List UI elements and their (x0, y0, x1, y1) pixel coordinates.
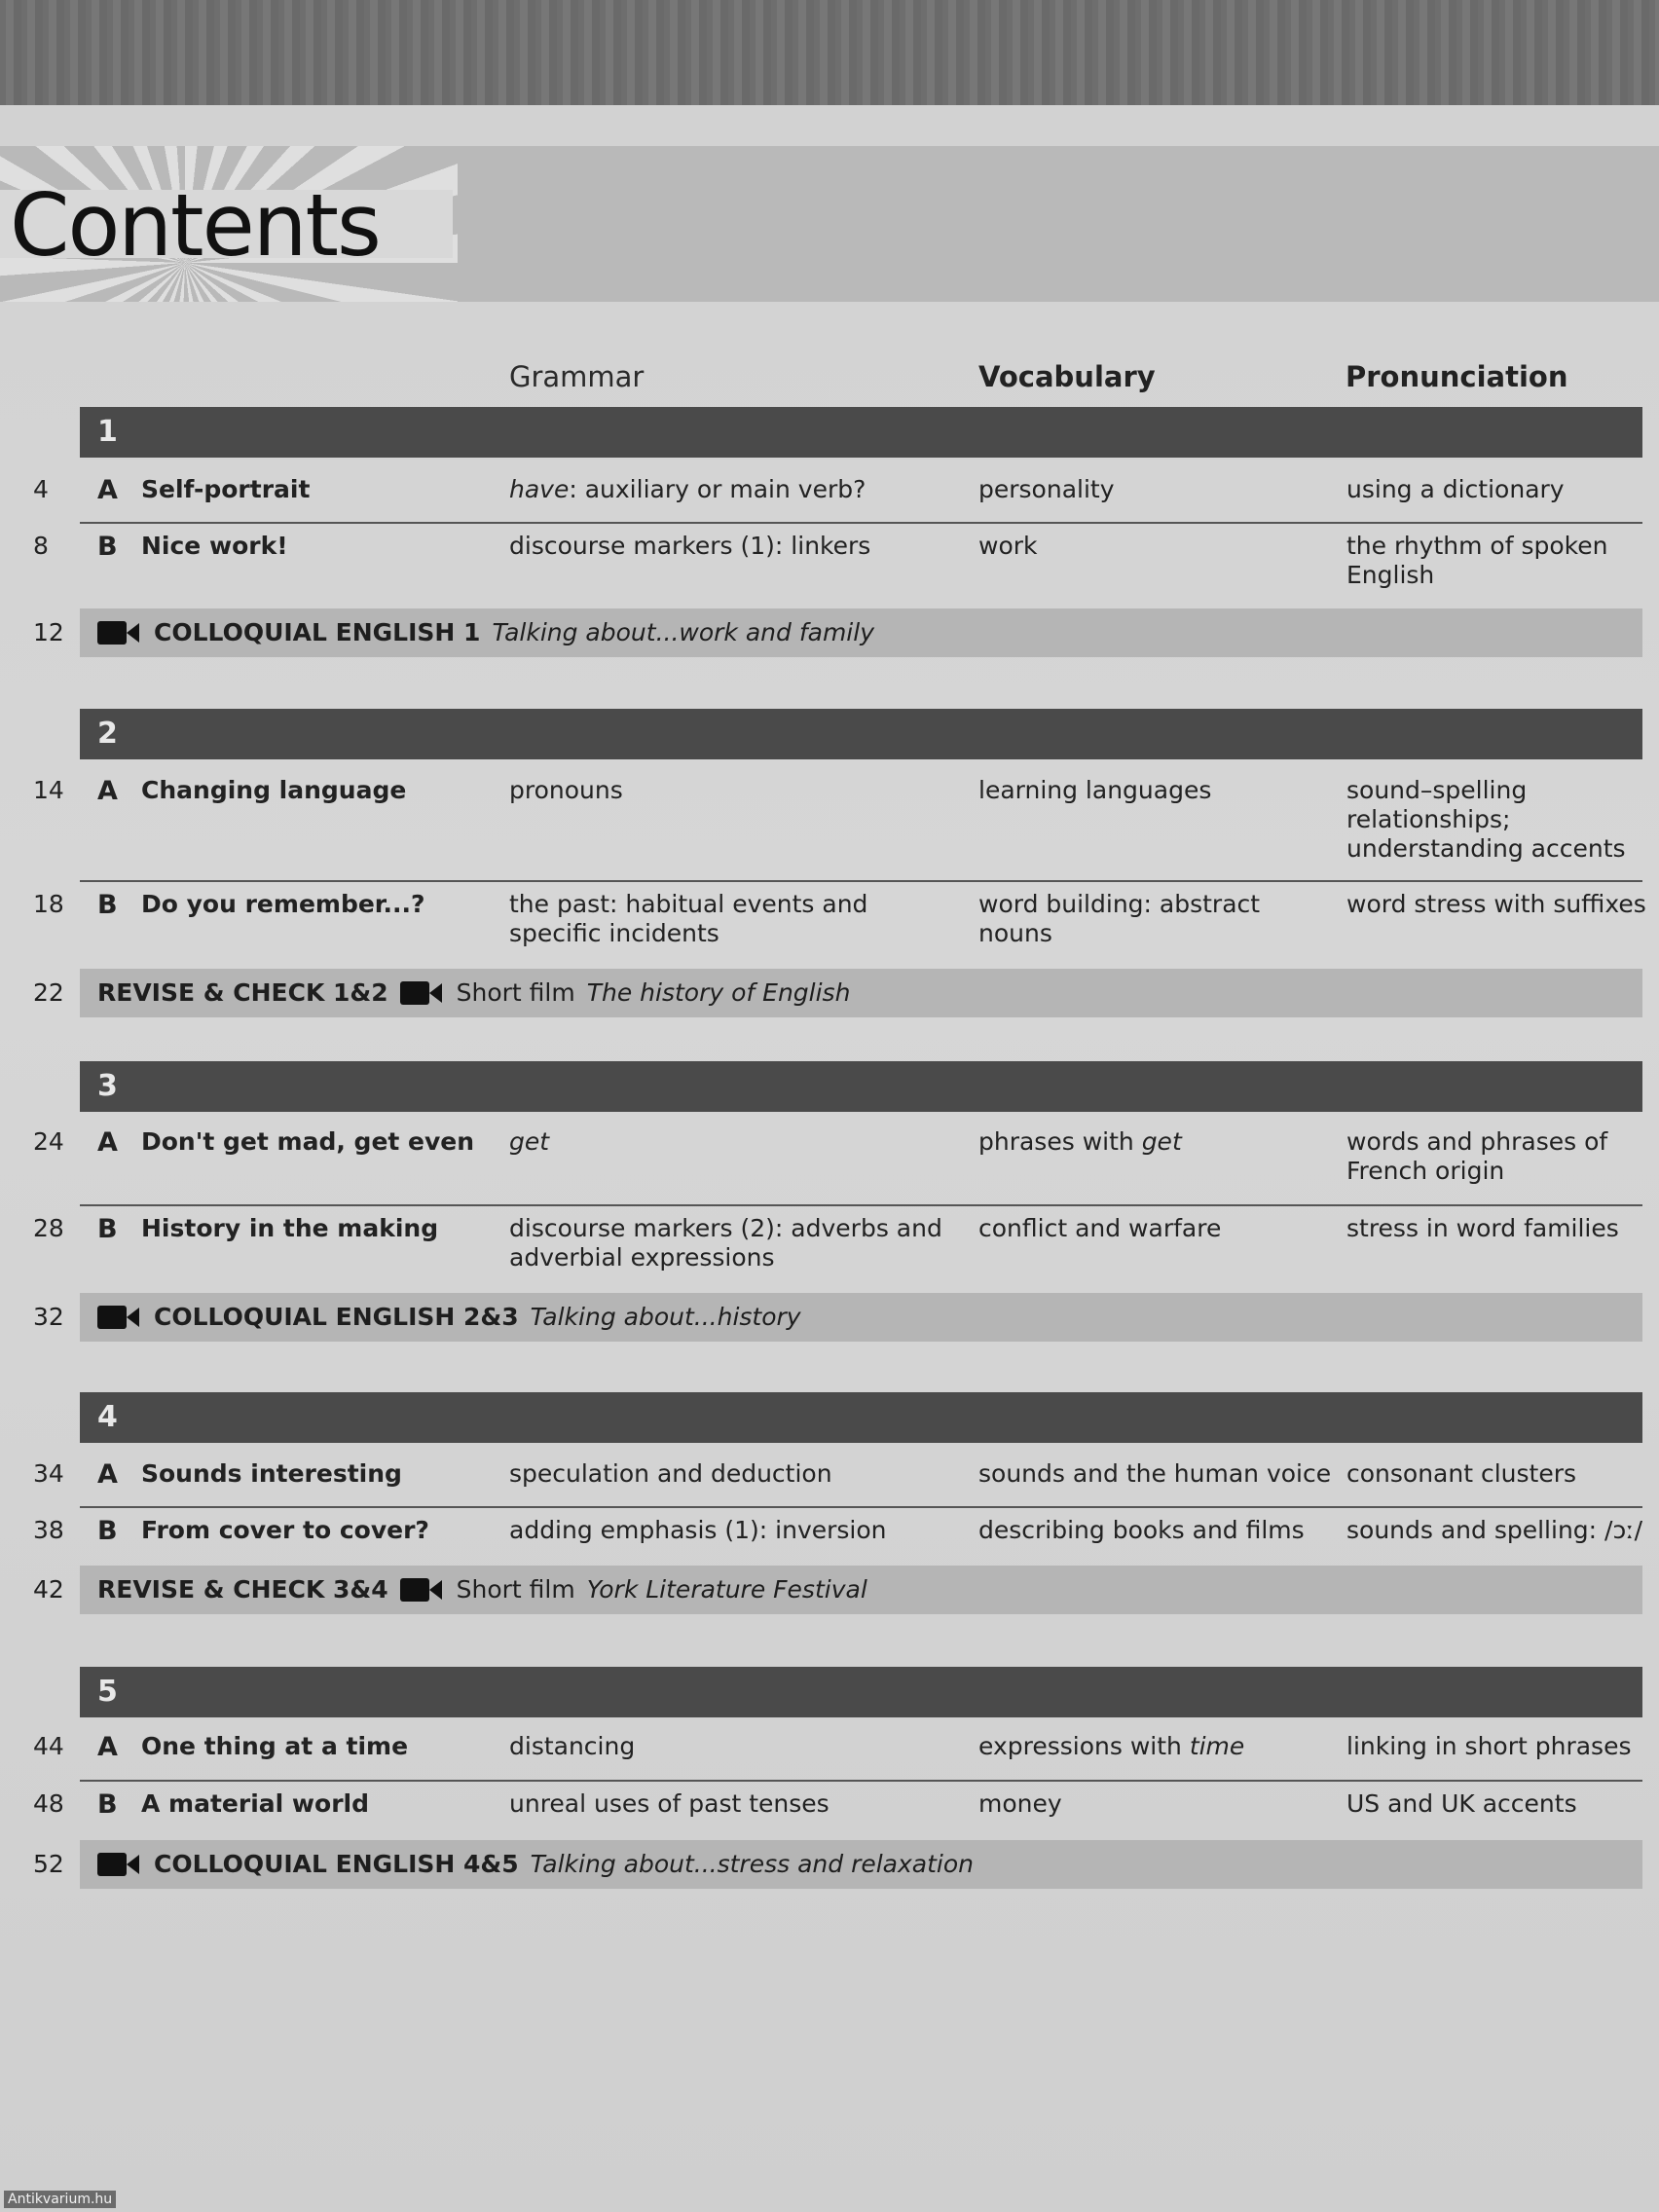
lesson-letter: B (97, 1214, 118, 1244)
lesson-letter: B (97, 890, 118, 920)
lesson-letter: B (97, 1789, 118, 1820)
pronunciation-cell: sounds and spelling: /ɔː/ (1346, 1516, 1643, 1544)
vocabulary-cell: money (978, 1789, 1062, 1818)
extra-kind: REVISE & CHECK 3&4 (97, 1575, 388, 1604)
lesson-title: Changing language (141, 776, 407, 804)
pronunciation-cell: using a dictionary (1346, 475, 1565, 503)
column-header-pronunciation: Pronunciation (1346, 360, 1568, 393)
page-number: 52 (33, 1850, 64, 1878)
grammar-cell: get (509, 1127, 550, 1156)
page-number: 44 (33, 1732, 64, 1760)
page-number: 8 (33, 532, 49, 560)
lesson-letter: A (97, 1732, 118, 1762)
pronunciation-cell: the rhythm of spoken English (1346, 532, 1608, 589)
lesson-title: One thing at a time (141, 1732, 409, 1760)
desk-background (0, 0, 1659, 117)
unit-bar-2: 2 (80, 709, 1642, 759)
page-title: Contents (10, 175, 380, 276)
page-number: 14 (33, 776, 64, 804)
page-number: 32 (33, 1303, 64, 1331)
row-divider (80, 880, 1642, 882)
grammar-cell: pronouns (509, 776, 623, 804)
lesson-letter: B (97, 532, 118, 562)
watermark: Antikvarium.hu (4, 2191, 116, 2208)
unit-bar-1: 1 (80, 407, 1642, 458)
vocabulary-cell: personality (978, 475, 1115, 503)
lesson-letter: A (97, 475, 118, 505)
pronunciation-cell: sound–spelling relationships; understanding accents (1346, 776, 1626, 863)
vocabulary-cell: conflict and warfare (978, 1214, 1222, 1242)
lesson-title: Sounds interesting (141, 1459, 402, 1488)
lesson-letter: A (97, 776, 118, 806)
pronunciation-cell: US and UK accents (1346, 1789, 1577, 1818)
video-camera-icon (400, 1578, 443, 1602)
extra-subtitle: The history of English (586, 978, 851, 1007)
extra-pre: Short film (456, 1575, 575, 1604)
grammar-cell: distancing (509, 1732, 636, 1760)
pronunciation-cell: linking in short phrases (1346, 1732, 1632, 1760)
extra-kind: COLLOQUIAL ENGLISH 2&3 (154, 1303, 519, 1331)
row-divider (80, 522, 1642, 524)
page-number: 48 (33, 1789, 64, 1818)
grammar-cell: speculation and deduction (509, 1459, 832, 1488)
lesson-title: A material world (141, 1789, 369, 1818)
page-number: 18 (33, 890, 64, 918)
lesson-title: From cover to cover? (141, 1516, 429, 1544)
vocabulary-cell: expressions with time (978, 1732, 1245, 1760)
lesson-title: Don't get mad, get even (141, 1127, 475, 1156)
grammar-cell: the past: habitual events and specific incidents (509, 890, 868, 947)
page-number: 38 (33, 1516, 64, 1544)
page-number: 12 (33, 618, 64, 646)
row-divider (80, 1204, 1642, 1206)
lesson-title: Do you remember...? (141, 890, 425, 918)
lesson-letter: A (97, 1459, 118, 1490)
grammar-cell: unreal uses of past tenses (509, 1789, 830, 1818)
vocabulary-cell: sounds and the human voice (978, 1459, 1332, 1488)
column-header-grammar: Grammar (509, 360, 645, 393)
pronunciation-cell: consonant clusters (1346, 1459, 1577, 1488)
video-camera-icon (400, 981, 443, 1005)
grammar-cell: discourse markers (1): linkers (509, 532, 871, 560)
lesson-title: Nice work! (141, 532, 288, 560)
lesson-title: Self-portrait (141, 475, 311, 503)
video-camera-icon (97, 621, 140, 645)
lesson-letter: A (97, 1127, 118, 1158)
grammar-cell: have: auxiliary or main verb? (509, 475, 866, 503)
extra-pre: Short film (456, 978, 575, 1007)
unit-bar-4: 4 (80, 1392, 1642, 1443)
row-divider (80, 1780, 1642, 1782)
extra-subtitle: Talking about...work and family (492, 618, 874, 646)
vocabulary-cell: describing books and films (978, 1516, 1305, 1544)
extra-kind: COLLOQUIAL ENGLISH 1 (154, 618, 481, 646)
lesson-letter: B (97, 1516, 118, 1546)
pronunciation-cell: stress in word families (1346, 1214, 1619, 1242)
extra-subtitle: York Literature Festival (586, 1575, 867, 1604)
page-number: 34 (33, 1459, 64, 1488)
vocabulary-cell: work (978, 532, 1038, 560)
extra-subtitle: Talking about...history (530, 1303, 801, 1331)
page-number: 42 (33, 1575, 64, 1604)
vocabulary-cell: word building: abstract nouns (978, 890, 1261, 947)
unit-bar-5: 5 (80, 1667, 1642, 1717)
page-number: 4 (33, 475, 49, 503)
video-camera-icon (97, 1853, 140, 1876)
page-number: 24 (33, 1127, 64, 1156)
pronunciation-cell: word stress with suffixes (1346, 890, 1646, 918)
extra-subtitle: Talking about...stress and relaxation (530, 1850, 974, 1878)
row-divider (80, 1506, 1642, 1508)
extra-kind: COLLOQUIAL ENGLISH 4&5 (154, 1850, 519, 1878)
unit-bar-3: 3 (80, 1061, 1642, 1112)
pronunciation-cell: words and phrases of French origin (1346, 1127, 1608, 1185)
vocabulary-cell: learning languages (978, 776, 1212, 804)
grammar-cell: discourse markers (2): adverbs and adverbial expressions (509, 1214, 942, 1272)
lesson-title: History in the making (141, 1214, 439, 1242)
grammar-cell: adding emphasis (1): inversion (509, 1516, 887, 1544)
extra-kind: REVISE & CHECK 1&2 (97, 978, 388, 1007)
column-header-vocabulary: Vocabulary (978, 360, 1156, 393)
video-camera-icon (97, 1306, 140, 1329)
page-number: 28 (33, 1214, 64, 1242)
page-number: 22 (33, 978, 64, 1007)
vocabulary-cell: phrases with get (978, 1127, 1182, 1156)
